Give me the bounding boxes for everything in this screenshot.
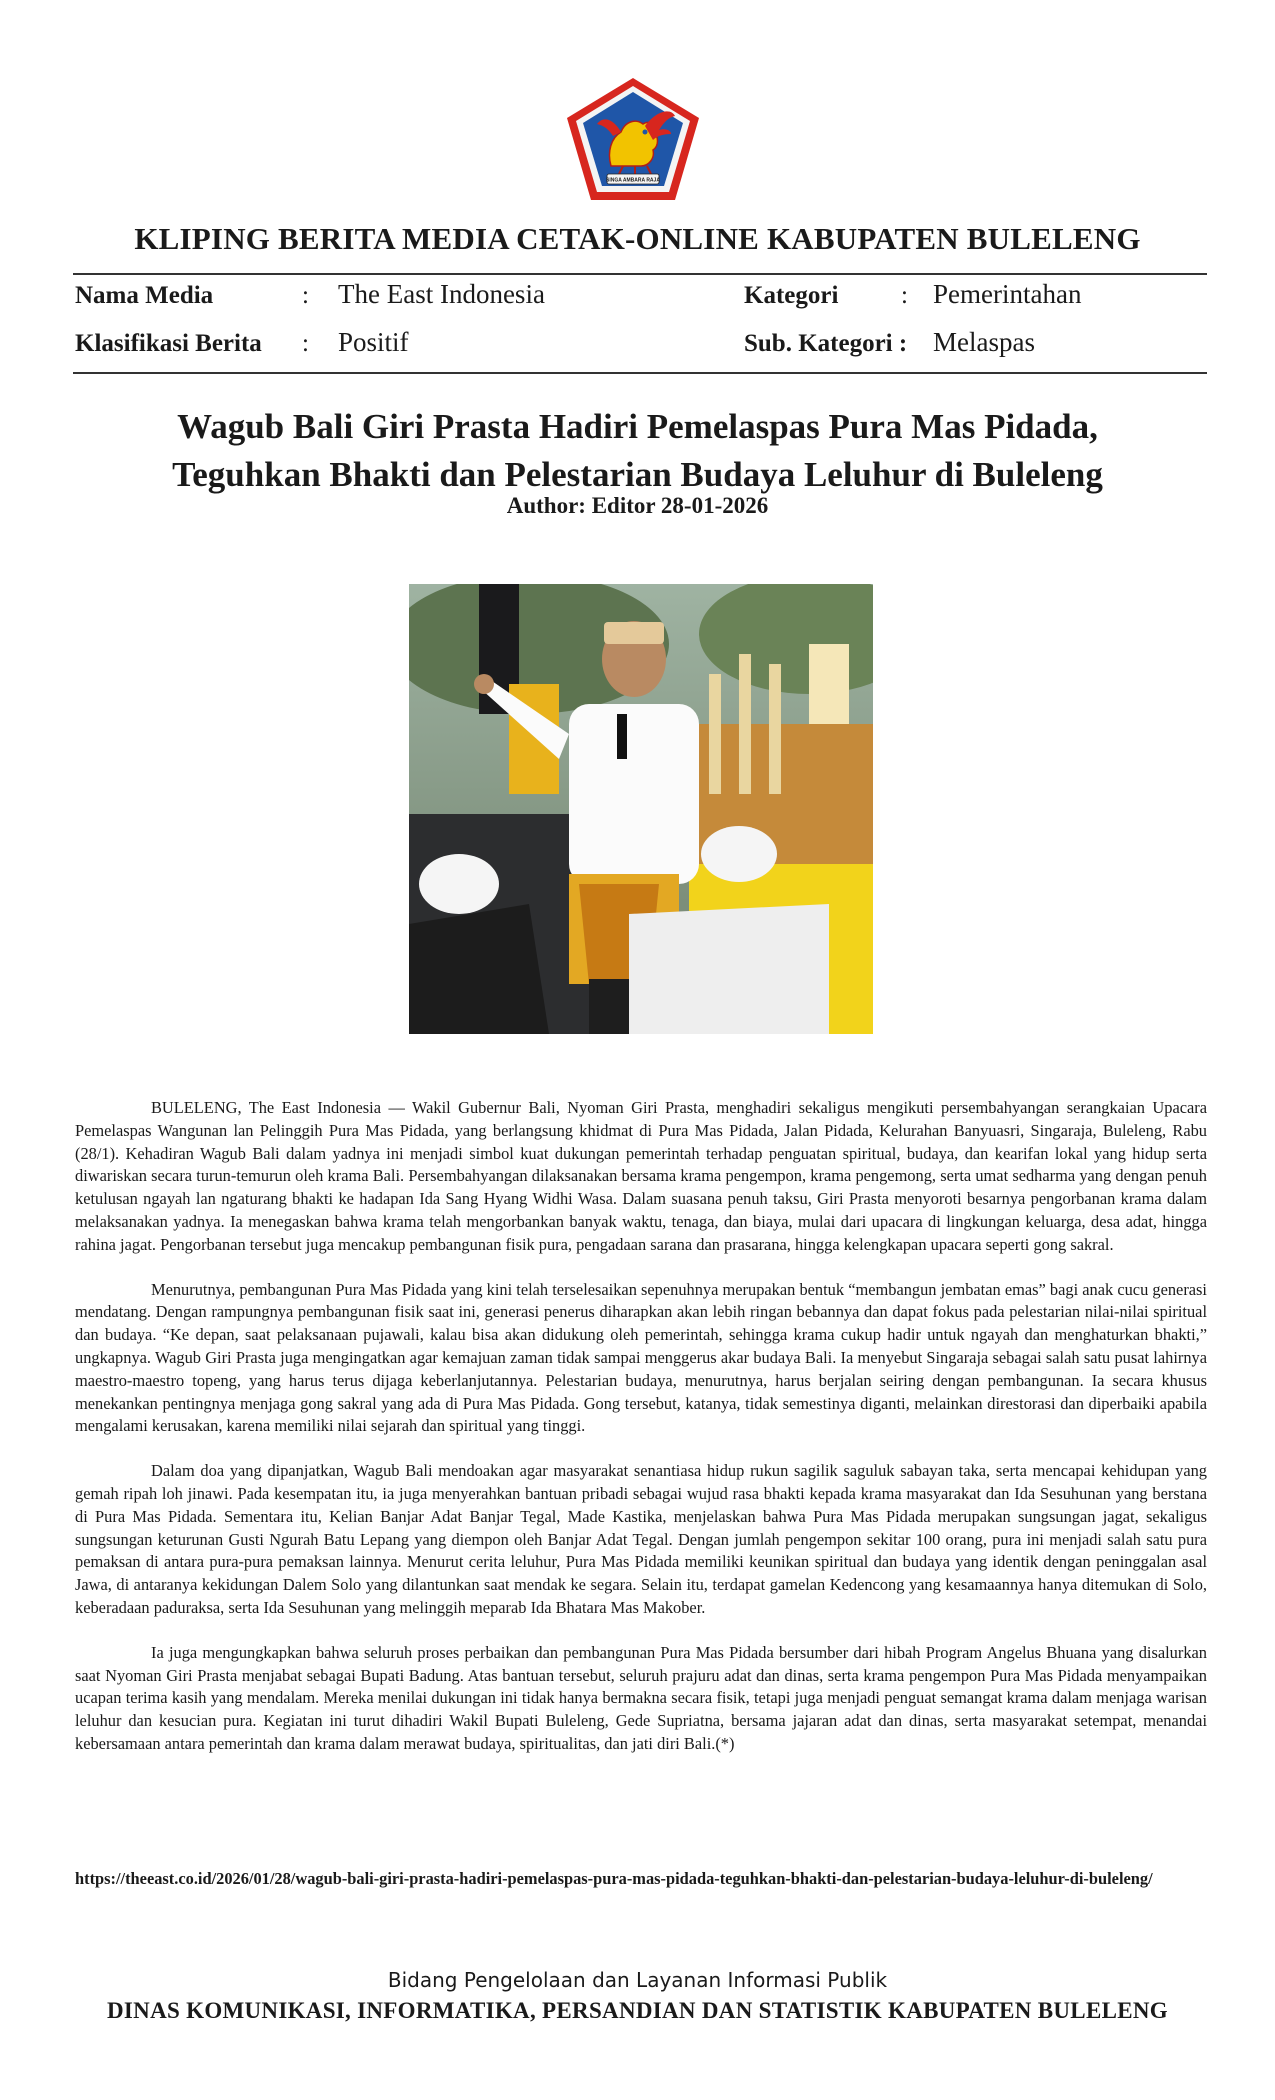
article-paragraph-1: BULELENG, The East Indonesia — Wakil Gubernur Bali, Nyoman Giri Prasta, menghadiri sekaligus mengikuti persembahyangan serangkaian Upacara Pemelaspas Wangunan lan Pelinggih Pura Mas Pidada, yang berlangsung khidmat di Pura Mas Pidada, Jalan Pidada, Kelurahan Banyuasri, Singaraja, Buleleng, Rabu (28/1). Kehadiran Wagub Bali dalam yadnya ini menjadi simbol kuat dukungan pemerintah terhadap penguatan spiritual, budaya, dan kearifan lokal yang hidup serta diwariskan secara turun-temurun oleh krama Bali. Persembahyangan dilaksanakan bersama krama pengempon, krama pengemong, serta umat sedharma yang dengan penuh ketulusan ngayah lan ngaturang bhakti ke hadapan Ida Sang Hyang Widhi Wasa. Dalam suasana penuh taksu, Giri Prasta menyoroti besarnya pengorbanan krama dalam melaksanakan yadnya. Ia menegaskan bahwa krama telah mengorbankan banyak waktu, tenaga, dan biaya, mulai dari upacara di lingkungan keluarga, desa adat, hingga rahina jagat. Pengorbanan tersebut juga mencakup pembangunan fisik pura, pengadaan sarana dan prasarana, hingga kelengkapan upacara seperti gong sakral. xyxy=(75,1098,1207,1254)
footer-division: Bidang Pengelolaan dan Layanan Informasi Publik xyxy=(387,1968,888,1992)
kategori-value: Pemerintahan xyxy=(933,279,1082,309)
subkategori-label: Sub. Kategori : xyxy=(744,330,908,357)
article-photo xyxy=(409,584,873,1034)
kategori-colon: : xyxy=(901,282,908,309)
headline-line-1: Wagub Bali Giri Prasta Hadiri Pemelaspas Pura Mas Pidada, xyxy=(177,407,1098,446)
klasifikasi-label: Klasifikasi Berita xyxy=(75,330,262,357)
article-paragraph-4: Ia juga mengungkapkan bahwa seluruh proses perbaikan dan pembangunan Pura Mas Pidada bersumber dari hibah Program Angelus Bhuana yang disalurkan saat Nyoman Giri Prasta menjabat sebagai Bupati Badung. Atas bantuan tersebut, seluruh prajuru adat dan dinas, serta krama pengempon Pura Mas Pidada menyampaikan ucapan terima kasih yang mendalam. Mereka menilai dukungan ini tidak hanya bermakna secara fisik, tetapi juga menjadi penguat semangat krama dalam menjaga warisan leluhur dan kesucian pura. Kegiatan ini turut dihadiri Wakil Bupati Buleleng, Gede Supriatna, bersama jajaran adat dan dinas, serta masyarakat setempat, menandai kebersamaan antara pemerintah dan krama dalam merawat budaya, spiritualitas, dan jati diri Bali.(*) xyxy=(75,1642,1207,1753)
article-author: Author: Editor 28-01-2026 xyxy=(506,493,769,518)
svg-text:SINGA AMBARA RAJA: SINGA AMBARA RAJA xyxy=(606,177,660,184)
crest-icon xyxy=(563,74,703,204)
kategori-label: Kategori xyxy=(744,282,839,309)
header-rule-bottom xyxy=(73,372,1207,374)
article-body xyxy=(75,1097,1207,1778)
media-value: The East Indonesia xyxy=(338,279,545,309)
article-paragraph-2: Menurutnya, pembangunan Pura Mas Pidada yang kini telah terselesaikan sepenuhnya merupakan bentuk “membangun jembatan emas” bagi anak cucu generasi mendatang. Dengan rampungnya pembangunan fisik saat ini, generasi penerus diharapkan akan lebih ringan bebannya dan dapat fokus pada pelestarian nilai-nilai spiritual dan budaya. “Ke depan, saat pelaksanaan pujawali, kalau bisa akan didukung oleh pemerintah, sehingga krama cukup hadir untuk ngayah dan menghaturkan bhakti,” ungkapnya. Wagub Giri Prasta juga mengingatkan agar kemajuan zaman tidak sampai menggerus akar budaya Bali. Ia menyebut Singaraja sebagai salah satu pusat lahirnya maestro-maestro topeng, yang harus terus dijaga keberlanjutannya. Pelestarian budaya, menurutnya, harus berjalan seiring dengan pembangunan. Ia secara khusus menekankan pentingnya menjaga gong sakral yang ada di Pura Mas Pidada. Gong tersebut, katanya, tidak semestinya diganti, melainkan direstorasi dan diperbaiki apabila mengalami kerusakan, karena memiliki nilai sejarah dan spiritual yang tinggi. xyxy=(75,1279,1207,1436)
buleleng-crest-logo xyxy=(563,74,703,204)
speaker-photo-icon xyxy=(409,584,873,1034)
headline-line-2: Teguhkan Bhakti dan Pelestarian Budaya Leluhur di Buleleng xyxy=(172,455,1103,494)
footer-agency: DINAS KOMUNIKASI, INFORMATIKA, PERSANDIAN DAN STATISTIK KABUPATEN BULELENG xyxy=(107,1998,1168,2023)
article-paragraph-3: Dalam doa yang dipanjatkan, Wagub Bali mendoakan agar masyarakat senantiasa hidup rukun sagilik saguluk sabayan taka, serta mencapai kehidupan yang gemah ripah loh jinawi. Pada kesempatan itu, ia juga menyerahkan bantuan pribadi sebagai wujud rasa bhakti kepada krama masyarakat dan Ida Sesuhunan yang berstana di Pura Mas Pidada. Sementara itu, Kelian Banjar Adat Banjar Tegal, Made Kastika, menjelaskan bahwa Pura Mas Pidada merupakan sungsungan jagat, sekaligus sungsungan keturunan Gusti Ngurah Batu Lepang yang diempon oleh Banjar Adat Tegal. Dengan jumlah pengempon sekitar 100 orang, pura ini menjadi salah satu pura pemaksan di antara pura-pura pemaksan lainnya. Menurut cerita leluhur, Pura Mas Pidada memiliki keunikan spiritual dan budaya yang identik dengan peninggalan asal Jawa, di antaranya kekidungan Dalem Solo yang dilantunkan saat mendak ke segara. Selain itu, terdapat gamelan Kedencong yang kesamaannya hanya ditemukan di Solo, keberadaan paduraksa, serta Ida Sesuhunan yang melinggih meparab Ida Bhatara Mas Makober. xyxy=(75,1461,1207,1617)
media-colon: : xyxy=(302,282,309,309)
media-label: Nama Media xyxy=(75,282,214,309)
kliping-title: KLIPING BERITA MEDIA CETAK-ONLINE KABUPATEN BULELENG xyxy=(134,221,1141,256)
article-headline xyxy=(0,403,1275,499)
klasifikasi-colon: : xyxy=(302,330,309,357)
subkategori-value: Melaspas xyxy=(933,327,1035,357)
source-url: https://theeast.co.id/2026/01/28/wagub-bali-giri-prasta-hadiri-pemelaspas-pura-mas-pidada-teguhkan-bhakti-dan-pelestarian-budaya-leluhur-di-buleleng/ xyxy=(75,1869,1153,1888)
header-rule-top xyxy=(73,273,1207,275)
klasifikasi-value: Positif xyxy=(338,327,409,357)
